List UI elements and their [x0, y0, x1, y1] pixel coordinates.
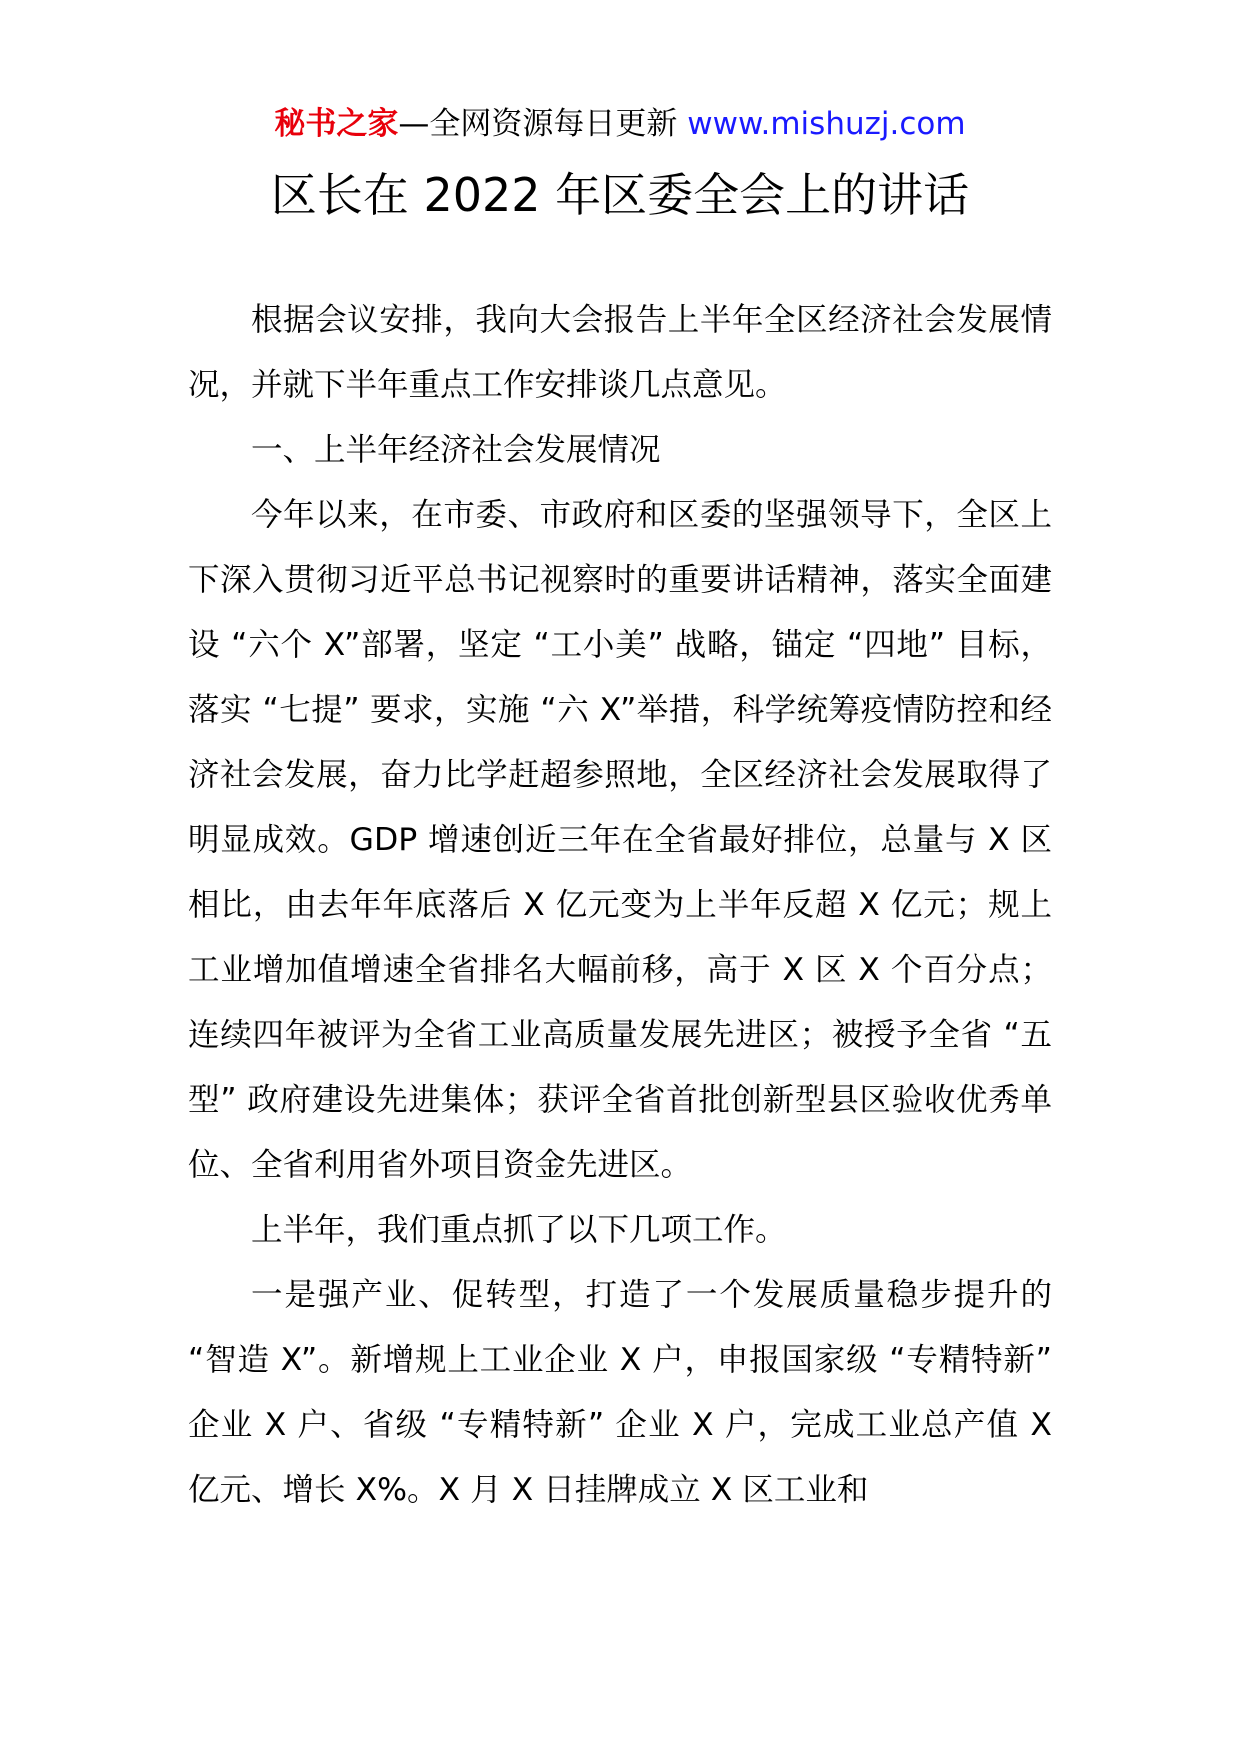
document-body: [188, 288, 1052, 1523]
document-title: 区长在 2022 年区委全会上的讲话: [270, 168, 970, 222]
site-url-link[interactable]: www.mishuzj.com: [687, 106, 966, 142]
paragraph-overview: 今年以来，在市委、市政府和区委的坚强领导下，全区上下深入贯彻习近平总书记视察时的重要讲话精神，落实全面建设 “六个 X”部署，坚定 “工小美” 战略，锚定 “四地” 目标，落实 “七提” 要求，实施 “六 X”举措，科学统筹疫情防控和经济社会发展，奋力比学赶超参照地，全区经济社会发展取得了明显成效。GDP 增速创近三年在全省最好排位，总量与 X 区相比，由去年年底落后 X 亿元变为上半年反超 X 亿元；规上工业增加值增速全省排名大幅前移，高于 X 区 X 个百分点；连续四年被评为全省工业高质量发展先进区；被授予全省 “五型” 政府建设先进集体；获评全省首批创新型县区验收优秀单位、全省利用省外项目资金先进区。: [188, 497, 1052, 1183]
paragraph-industry: 一是强产业、促转型，打造了一个发展质量稳步提升的 “智造 X”。新增规上工业企业 X 户，申报国家级 “专精特新” 企业 X 户、省级 “专精特新” 企业 X 户，完成工业总产值 X 亿元、增长 X%。X 月 X 日挂牌成立 X 区工业和: [188, 1277, 1052, 1508]
paragraph-intro: 根据会议安排，我向大会报告上半年全区经济社会发展情况，并就下半年重点工作安排谈几点意见。: [188, 302, 1052, 403]
site-brand: 秘书之家: [274, 106, 399, 142]
site-tagline: —全网资源每日更新: [398, 106, 678, 142]
paragraph-work-summary: 上半年，我们重点抓了以下几项工作。: [251, 1212, 787, 1248]
site-header: [0, 100, 1240, 148]
section-heading: 一、上半年经济社会发展情况: [251, 432, 661, 468]
